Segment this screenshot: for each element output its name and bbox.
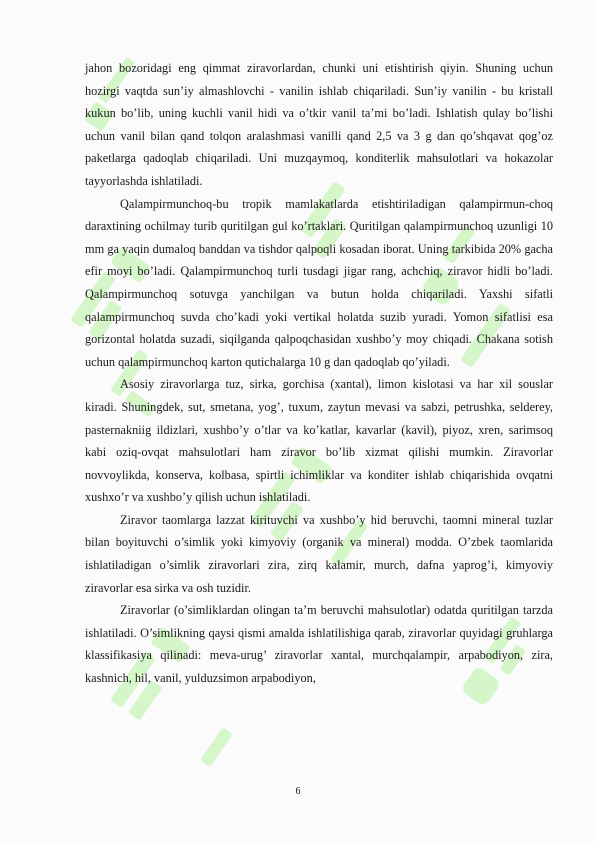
page-number: 6 [295, 786, 301, 797]
paragraph-cloves: Qalampirmunchoq-bu tropik mamlakatlarda etishtiriladigan qalampirmun-choq daraxtining ochilmay turib quritilgan gul ko’rtaklari. Quritilgan qalampirmunchoq uzunligi 10 mm ga yaqin dumaloq banddan va tishdor qalpoqli kosadan iborat. Uning tarkibida 20% gacha efir moyi bo’ladi. Qalampirmunchoq turli tusdagi jigar rang, achchiq, ziravor hidli bo’ladi. Qalampirmunchoq sotuvga yanchilgan va butun holda chiqariladi. Yaxshi sifatli qalampirmunchoq suvda cho’kadi yoki vertikal holatda suzib yuradi. Yomon sifatlisi esa gorizontal holatda suzadi, siqilganda qalpoqchasidan xushbo’y moy chiqadi. Chakana sotish uchun qalampirmunchoq karton qutichalarga 10 g dan qadoqlab qo’yiladi. [85, 196, 553, 369]
paragraph-spice-classification: Ziravorlar (o’simliklardan olingan ta’m beruvchi mahsulotlar) odatda quritilgan tarzda ishlatiladi. O’simlikning qaysi qismi amalda ishlatilishiga qarab, ziravorlar quyidagi gruhlarga klassifikasiya qilinadi: meva-urug’ ziravorlar xantal, murchqalampir, arpabodiyon, zira, kashnich, hil, vanil, yulduzsimon arpabodiyon, [85, 603, 553, 686]
paragraph-main-condiments: Asosiy ziravorlarga tuz, sirka, gorchisa (xantal), limon kislotasi va har xil souslar kiradi. Shuningdek, sut, smetana, yog’, tuxum, zaytun mevasi va sabzi, petrushka, selderey, pasternakniig ildizlari, xushbo’y o’tlar va ko’katlar, kavarlar (kavil), piyoz, xren, sarimsoq kabi oziq-ovqat mahsulotlari ham ziravor bo’lib xizmat qilishi mumkin. Ziravorlar novvoylikda, konserva, kolbasa, spirtli ichimliklar va konditer ishlab chiqarishida ovqatni xushxo’r va xushbo’y qilish uchun ishlatiladi. [85, 377, 553, 505]
paragraph-vanilla: jahon bozoridagi eng qimmat ziravorlardan, chunki uni etishtirish qiyin. Shuning uchun hozirgi vaqtda sun’iy almashlovchi - vanilin ishlab chiqariladi. Sun’iy vanilin - bu kristall kukun bo’lib, uning kuchli vanil hidi va o’tkir vanil ta’mi bo’ladi. Ishlatish qulay bo’lishi uchun vanil bilan qand tolqon aralashmasi vanilli qand 2,5 va 3 g dan qo’shqavat qog’oz paketlarga qadoqlab chiqariladi. Uni muzqaymoq, konditerlik mahsulotlari va hokazolar tayyorlashda ishlatiladi. [85, 61, 553, 188]
body-text [85, 57, 553, 690]
paragraph-spice-definition: Ziravor taomlarga lazzat kirituvchi va xushbo’y hid beruvchi, taomni mineral tuzlar bilan boyituvchi o’simlik yoki kimyoviy (organik va mineral) modda. O’zbek taomlarida ishlatiladigan o’simlik ziravorlari zira, zirq kalamir, murch, dafna yaprog’i, kimyoviy ziravorlar esa sirka va osh tuzidir. [85, 512, 553, 595]
